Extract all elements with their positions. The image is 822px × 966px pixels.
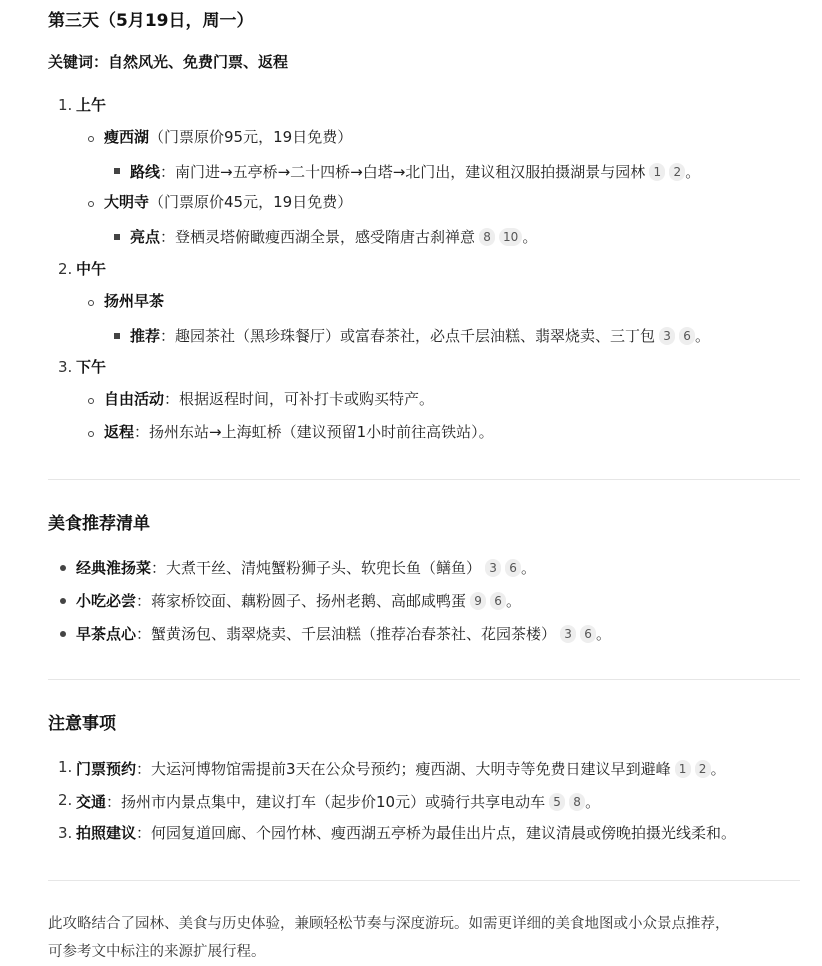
- sub-text: ：登栖灵塔俯瞰瘦西湖全景，感受隋唐古刹禅意: [160, 228, 476, 246]
- citation-badge[interactable]: 8: [479, 228, 495, 246]
- item-label: 返程: [104, 423, 135, 441]
- citation-badge[interactable]: 3: [659, 327, 675, 345]
- citation-badge[interactable]: 3: [560, 625, 576, 643]
- citation-badge[interactable]: 3: [485, 559, 501, 577]
- divider: [48, 479, 800, 480]
- item-text: ：蒋家桥饺面、藕粉圆子、扬州老鹅、高邮咸鸭蛋: [136, 592, 467, 610]
- spot-detail: （门票原价45元，19日免费）: [149, 193, 353, 211]
- citation-badge[interactable]: 6: [490, 592, 506, 610]
- day3-keywords: [48, 55, 288, 70]
- list-item: 推荐：趣园茶社（黑珍珠餐厅）或富春茶社，必点千层油糕、翡翠烧卖、三丁包 3 6 。: [130, 327, 711, 345]
- list-number: 3.: [58, 358, 73, 376]
- item-text: ：何园复道回廊、个园竹林、瘦西湖五亭桥为最佳出片点，建议清晨或傍晚拍摄光线柔和。: [136, 824, 737, 842]
- square-bullet-icon: [114, 333, 120, 339]
- section-morning: 上午: [76, 96, 107, 114]
- summary-line-1: 此攻略结合了园林、美食与历史体验，兼顾轻松节奏与深度游玩。如需更详细的美食地图或小众景点推荐，: [48, 916, 730, 932]
- list-number: 1.: [58, 758, 73, 776]
- list-item: [104, 425, 494, 440]
- item-label: 小吃必尝: [76, 592, 137, 610]
- bullet-icon: [60, 598, 66, 604]
- citation-badge[interactable]: 8: [569, 793, 585, 811]
- divider: [48, 679, 800, 680]
- item-text: ：大运河博物馆需提前3天在公众号预约；瘦西湖、大明寺等免费日建议早到避峰: [136, 760, 671, 778]
- item-text: ：根据返程时间，可补打卡或购买特产。: [164, 390, 435, 408]
- list-item: 路线：南门进→五亭桥→二十四桥→白塔→北门出，建议租汉服拍摄湖景与园林 1 2 。: [130, 163, 701, 181]
- item-label: 门票预约: [76, 760, 137, 778]
- bullet-icon: [88, 431, 94, 437]
- citation-badge[interactable]: 2: [695, 760, 711, 778]
- sub-label: 推荐: [130, 327, 161, 345]
- bullet-icon: [88, 398, 94, 404]
- list-item: 交通：扬州市内景点集中，建议打车（起步价10元）或骑行共享电动车 5 8 。: [76, 793, 601, 811]
- list-item: 小吃必尝：蒋家桥饺面、藕粉圆子、扬州老鹅、高邮咸鸭蛋 9 6 。: [76, 592, 522, 610]
- keywords-label: 关键词：: [48, 53, 109, 71]
- square-bullet-icon: [114, 234, 120, 240]
- citation-badge[interactable]: 6: [679, 327, 695, 345]
- citation-badge[interactable]: 1: [675, 760, 691, 778]
- citation-badge[interactable]: 1: [649, 163, 665, 181]
- citation-badge[interactable]: 5: [549, 793, 565, 811]
- sub-label: 路线: [130, 163, 161, 181]
- citation-badge[interactable]: 6: [505, 559, 521, 577]
- list-number: 2.: [58, 260, 73, 278]
- bullet-icon: [88, 136, 94, 142]
- list-number: 1.: [58, 96, 73, 114]
- bullet-icon: [60, 631, 66, 637]
- summary-line-2: 可参考文中标注的来源扩展行程。: [48, 944, 266, 960]
- list-item: 亮点：登栖灵塔俯瞰瘦西湖全景，感受隋唐古刹禅意 8 10 。: [130, 228, 538, 246]
- square-bullet-icon: [114, 168, 120, 174]
- item-name: 扬州早茶: [104, 292, 165, 310]
- item-text: ：扬州东站→上海虹桥（建议预留1小时前往高铁站）。: [134, 423, 494, 441]
- item-label: 拍照建议: [76, 824, 137, 842]
- item-text: ：大煮干丝、清炖蟹粉狮子头、软兜长鱼（鳝鱼）: [151, 559, 482, 577]
- item-label: 自由活动: [104, 390, 165, 408]
- list-item: 早茶点心：蟹黄汤包、翡翠烧卖、千层油糕（推荐冶春茶社、花园茶楼） 3 6 。: [76, 625, 612, 643]
- item-label: 交通: [76, 793, 107, 811]
- sub-text: ：趣园茶社（黑珍珠餐厅）或富春茶社，必点千层油糕、翡翠烧卖、三丁包: [160, 327, 656, 345]
- food-title: 美食推荐清单: [48, 514, 150, 534]
- citation-badge[interactable]: 2: [669, 163, 685, 181]
- section-noon: 中午: [76, 260, 107, 278]
- section-afternoon: 下午: [76, 358, 107, 376]
- bullet-icon: [88, 300, 94, 306]
- item-label: 经典淮扬菜: [76, 559, 152, 577]
- list-number: 3.: [58, 824, 73, 842]
- list-item: [104, 130, 352, 145]
- spot-detail: （门票原价95元，19日免费）: [149, 128, 353, 146]
- list-number: 2.: [58, 791, 73, 809]
- item-label: 早茶点心: [76, 625, 137, 643]
- citation-badge[interactable]: 6: [580, 625, 596, 643]
- sub-label: 亮点: [130, 228, 161, 246]
- spot-name: 瘦西湖: [104, 128, 150, 146]
- list-item: [104, 392, 434, 407]
- sub-text: ：南门进→五亭桥→二十四桥→白塔→北门出，建议租汉服拍摄湖景与园林: [160, 163, 646, 181]
- list-item: 门票预约：大运河博物馆需提前3天在公众号预约；瘦西湖、大明寺等免费日建议早到避峰 1 2 。: [76, 760, 726, 778]
- list-item: 经典淮扬菜：大煮干丝、清炖蟹粉狮子头、软兜长鱼（鳝鱼） 3 6 。: [76, 559, 537, 577]
- notes-title: 注意事项: [48, 714, 116, 734]
- day3-title: 第三天（5月19日，周一）: [48, 11, 254, 31]
- item-text: ：扬州市内景点集中，建议打车（起步价10元）或骑行共享电动车: [106, 793, 546, 811]
- bullet-icon: [60, 565, 66, 571]
- citation-badge[interactable]: 10: [499, 228, 522, 246]
- bullet-icon: [88, 201, 94, 207]
- spot-name: 大明寺: [104, 193, 150, 211]
- divider: [48, 880, 800, 881]
- list-item: [104, 195, 352, 210]
- item-text: ：蟹黄汤包、翡翠烧卖、千层油糕（推荐冶春茶社、花园茶楼）: [136, 625, 557, 643]
- keywords-value: 自然风光、免费门票、返程: [108, 53, 289, 71]
- citation-badge[interactable]: 9: [470, 592, 486, 610]
- list-item: [76, 826, 736, 841]
